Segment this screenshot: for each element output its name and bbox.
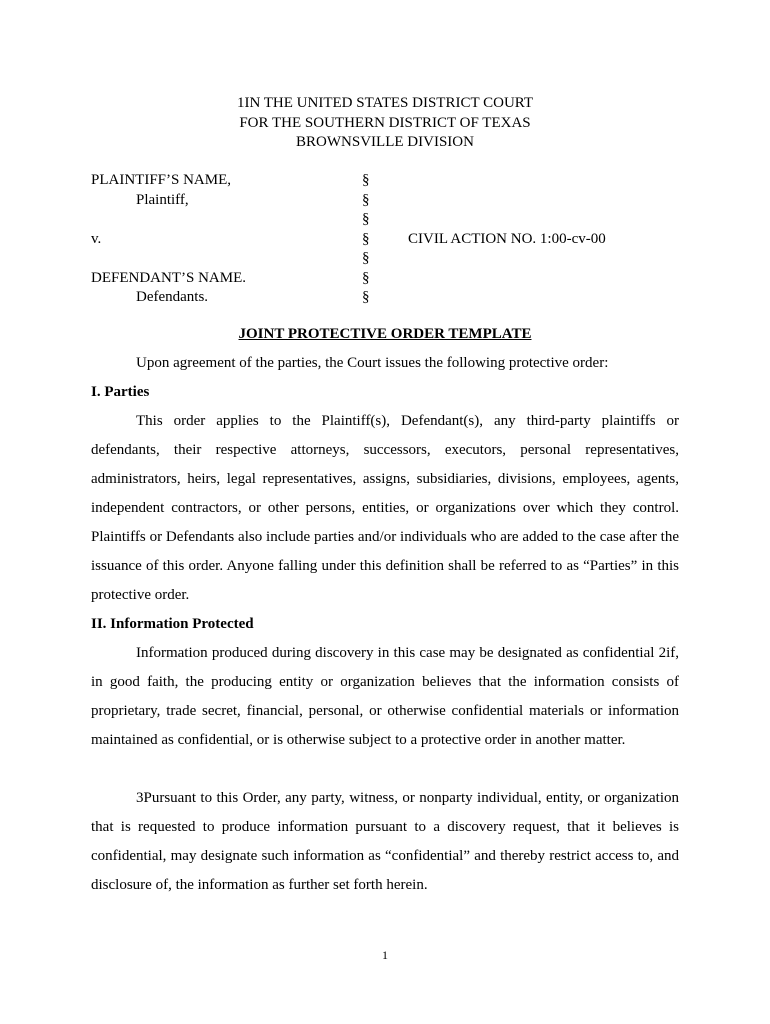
court-header-line-2: FOR THE SOUTHERN DISTRICT OF TEXAS [239,114,531,131]
information-protected-paragraph-1: Information produced during discovery in this case may be designated as confidential 2if, in good faith, the producing entity or organization believes that the information consists of proprietary, trade secret, financial, personal, or otherwise confidential materials or information maintained as confidential, or is otherwise subject to a protective order in another matter. [91,645,679,748]
section-heading-parties: I. Parties [91,384,150,400]
section-heading-information-protected: II. Information Protected [91,616,254,632]
plaintiff-name: PLAINTIFF’S NAME, [91,172,232,188]
case-caption [91,171,711,308]
court-header-line-3: BROWNSVILLE DIVISION [296,134,474,150]
section-symbol: § [362,211,370,227]
caption-row [91,269,711,289]
caption-row [91,210,711,230]
section-symbol: § [362,250,370,266]
caption-row [91,230,711,250]
defendant-role: Defendants. [136,289,209,305]
court-header [0,94,770,153]
parties-paragraph: This order applies to the Plaintiff(s), Defendant(s), any third-party plaintiffs or defendants, their respective attorneys, successors, executors, personal representatives, administrators, heirs, legal representatives, assigns, subsidiaries, divisions, employees, agents, independent contractors, or other persons, entities, or organizations over which they control. Plaintiffs or Defendants also include parties and/or individuals who are added to the case after the issuance of this order. Anyone falling under this definition shall be referred to as “Parties” in this protective order. [91,413,679,603]
caption-row [91,191,711,211]
versus-label: v. [91,230,102,247]
document-title: JOINT PROTECTIVE ORDER TEMPLATE [238,326,532,342]
caption-row [91,171,711,191]
caption-row [91,288,711,308]
section-symbol: § [362,269,370,286]
section-symbol: § [362,289,370,305]
page-number: 1 [382,948,388,962]
intro-sentence: Upon agreement of the parties, the Court issues the following protective order: [136,355,609,371]
defendant-name: DEFENDANT’S NAME. [91,269,246,286]
court-header-line-1: 1IN THE UNITED STATES DISTRICT COURT [236,95,534,111]
section-symbol: § [362,191,370,208]
civil-action-number: CIVIL ACTION NO. 1:00-cv-00 [408,230,606,247]
plaintiff-role: Plaintiff, [136,191,189,208]
caption-row [91,249,711,269]
section-symbol: § [362,230,370,247]
section-symbol: § [362,172,370,188]
information-protected-paragraph-2: 3Pursuant to this Order, any party, witness, or nonparty individual, entity, or organization that is requested to produce information pursuant to a discovery request, that it believes is confidential, may designate such information as “confidential” and thereby restrict access to, and disclosure of, the information as further set forth herein. [91,790,679,893]
